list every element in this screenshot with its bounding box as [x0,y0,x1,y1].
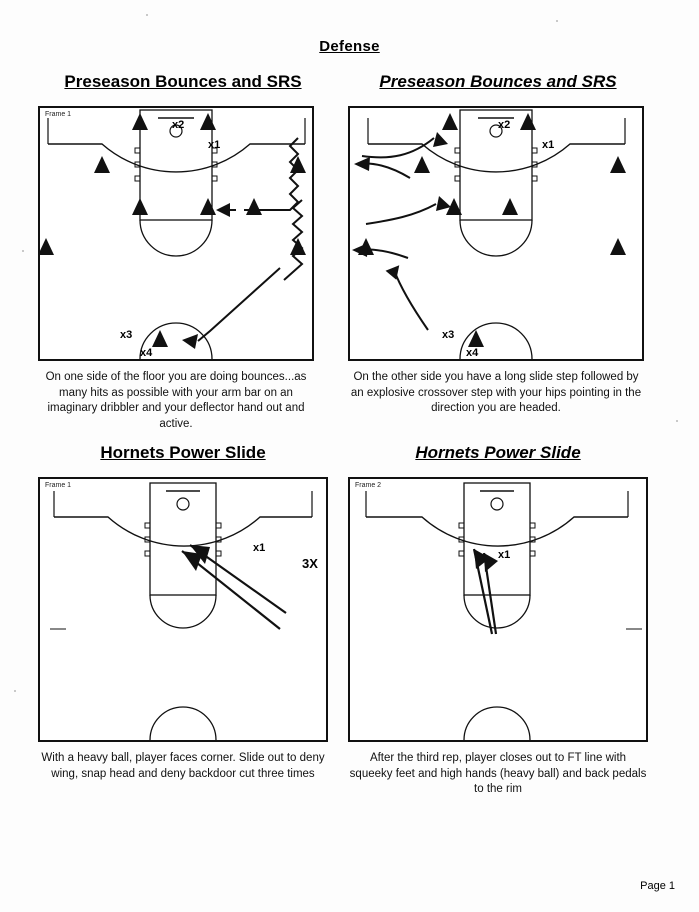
court-label-x4-2: x4 [466,347,479,359]
scan-speck [22,250,24,252]
scan-speck [14,690,16,692]
court-svg-4 [350,479,646,740]
court-label-x3-1: x3 [120,329,133,341]
drill-caption-1: On one side of the floor you are doing bounces...as many hits as possible with your arm bar on an imaginary dribbler and your deflector hand out and active. [45,371,307,430]
court-svg-3 [40,479,326,740]
court-diagram-1 [38,106,314,361]
court-label-x1-4: x1 [498,549,511,561]
scan-speck [676,420,678,422]
court-label-x3-2: x3 [442,329,455,341]
drill-caption-3: With a heavy ball, player faces corner. Slide out to deny wing, snap head and deny backdoor cut three times [41,752,325,780]
court-diagram-3 [38,477,328,742]
drill-title-4: Hornets Power Slide [415,443,581,462]
court-label-x1-1: x1 [208,139,221,151]
drill-caption-4: After the third rep, player closes out to FT line with squeeky feet and high hands (heavy ball) and back pedals to the rim [349,752,647,796]
court-label-x1-2: x1 [542,139,555,151]
frame-label-4: Frame 2 [355,482,382,489]
court-diagram-4 [348,477,648,742]
court-diagram-2 [348,106,644,361]
scan-speck [146,14,148,16]
drill-block-2 [348,72,648,417]
drill-title-3: Hornets Power Slide [100,443,266,462]
drill-caption-2: On the other side you have a long slide step followed by an explosive crossover step with your hips pointing in the direction you are headed. [350,371,642,415]
court-svg-1 [40,108,312,359]
drill-block-1 [38,72,328,432]
drill-block-4 [348,443,648,798]
court-label-x2-1: x2 [172,119,185,131]
court-label-x4-1: x4 [140,347,153,359]
frame-label-3: Frame 1 [45,482,72,489]
court-label-x1-3: x1 [253,542,266,554]
court-label-3x-3: 3X [302,556,318,571]
court-svg-2 [350,108,642,359]
page-title: Defense [319,38,380,55]
drill-title-1: Preseason Bounces and SRS [64,72,302,91]
drill-block-3 [38,443,328,782]
page-number: Page 1 [640,880,675,892]
frame-label-1: Frame 1 [45,111,72,118]
scan-speck [556,20,558,22]
court-label-x2-2: x2 [498,119,511,131]
drill-title-2: Preseason Bounces and SRS [379,72,617,91]
